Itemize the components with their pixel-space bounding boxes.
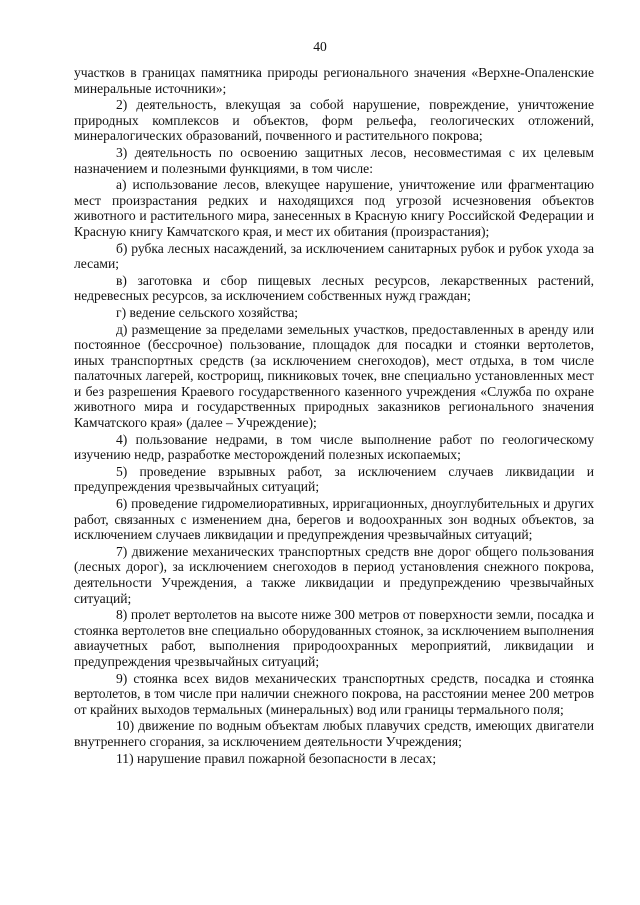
- paragraph: участков в границах памятника природы регионального значения «Верхне-Опаленские минеральные источники»;: [74, 65, 594, 96]
- paragraph: б) рубка лесных насаждений, за исключением санитарных рубок и рубок ухода за лесами;: [74, 240, 594, 272]
- paragraph: 8) пролет вертолетов на высоте ниже 300 метров от поверхности земли, посадка и стоянка вертолетов вне специально оборудованных стоянок, за исключением выполнения авиаучетных работ, выполнения природоохранных мероприятий, ликвидации и предупреждения чрезвычайных ситуаций;: [74, 607, 594, 669]
- paragraph: 10) движение по водным объектам любых плавучих средств, имеющих двигатели внутреннего сгорания, за исключением деятельности Учреждения;: [74, 718, 594, 749]
- paragraph: 3) деятельность по освоению защитных лесов, несовместимая с их целевым назначением и полезными функциями, в том числе:: [74, 144, 594, 176]
- paragraph: 4) пользование недрами, в том числе выполнение работ по геологическому изучению недр, разработке месторождений полезных ископаемых;: [74, 431, 594, 463]
- document-body: [74, 65, 594, 767]
- paragraph: а) использование лесов, влекущее нарушение, уничтожение или фрагментацию мест произрастания редких и находящихся под угрозой исчезновения объектов животного и растительного мира, занесенных в Красную книгу Российской Федерации и Красную книгу Камчатского края, и мест их обитания (произрастания);: [74, 177, 594, 239]
- paragraph: 2) деятельность, влекущая за собой нарушение, повреждение, уничтожение природных комплексов и объектов, форм рельефа, геологических отложений, минералогических образований, почвенного и растительного покрова;: [74, 97, 594, 144]
- paragraph: в) заготовка и сбор пищевых лесных ресурсов, лекарственных растений, недревесных ресурсов, за исключением собственных нужд граждан;: [74, 272, 594, 304]
- paragraph: 11) нарушение правил пожарной безопасности в лесах;: [116, 750, 437, 766]
- paragraph: г) ведение сельского хозяйства;: [116, 304, 299, 320]
- paragraph: 7) движение механических транспортных средств вне дорог общего пользования (лесных дорог), за исключением снегоходов в период установления снежного покрова, деятельности Учреждения, а также ликвидации и предупреждению чрезвычайных ситуаций;: [74, 543, 594, 606]
- paragraph: 5) проведение взрывных работ, за исключением случаев ликвидации и предупреждения чрезвычайных ситуаций;: [74, 463, 594, 495]
- paragraph: 6) проведение гидромелиоративных, ирригационных, дноуглубительных и других работ, связанных с изменением дна, берегов и водоохранных зон водных объектов, за исключением случаев ликвидации и предупреждения чрезвычайных ситуаций;: [74, 496, 594, 543]
- paragraph: 9) стоянка всех видов механических транспортных средств, посадка и стоянка вертолетов, в том числе при наличии снежного покрова, на расстоянии менее 200 метров от крайних выходов термальных (минеральных) вод или границы термального поля;: [74, 670, 594, 717]
- page-number: 40: [313, 39, 327, 54]
- paragraph: д) размещение за пределами земельных участков, предоставленных в аренду или постоянное (бессрочное) пользование, площадок для посадки и стоянки вертолетов, иных транспортных средств (за исключением снегоходов), мест отдыха, в том числе палаточных лагерей, кострорищ, пикниковых точек, вне специально установленных мест и без разрешения Краевого государственного казенного учреждения «Служба по охране животного мира и государственных природных заказников регионального значения Камчатского края» (далее – Учреждение);: [74, 321, 594, 431]
